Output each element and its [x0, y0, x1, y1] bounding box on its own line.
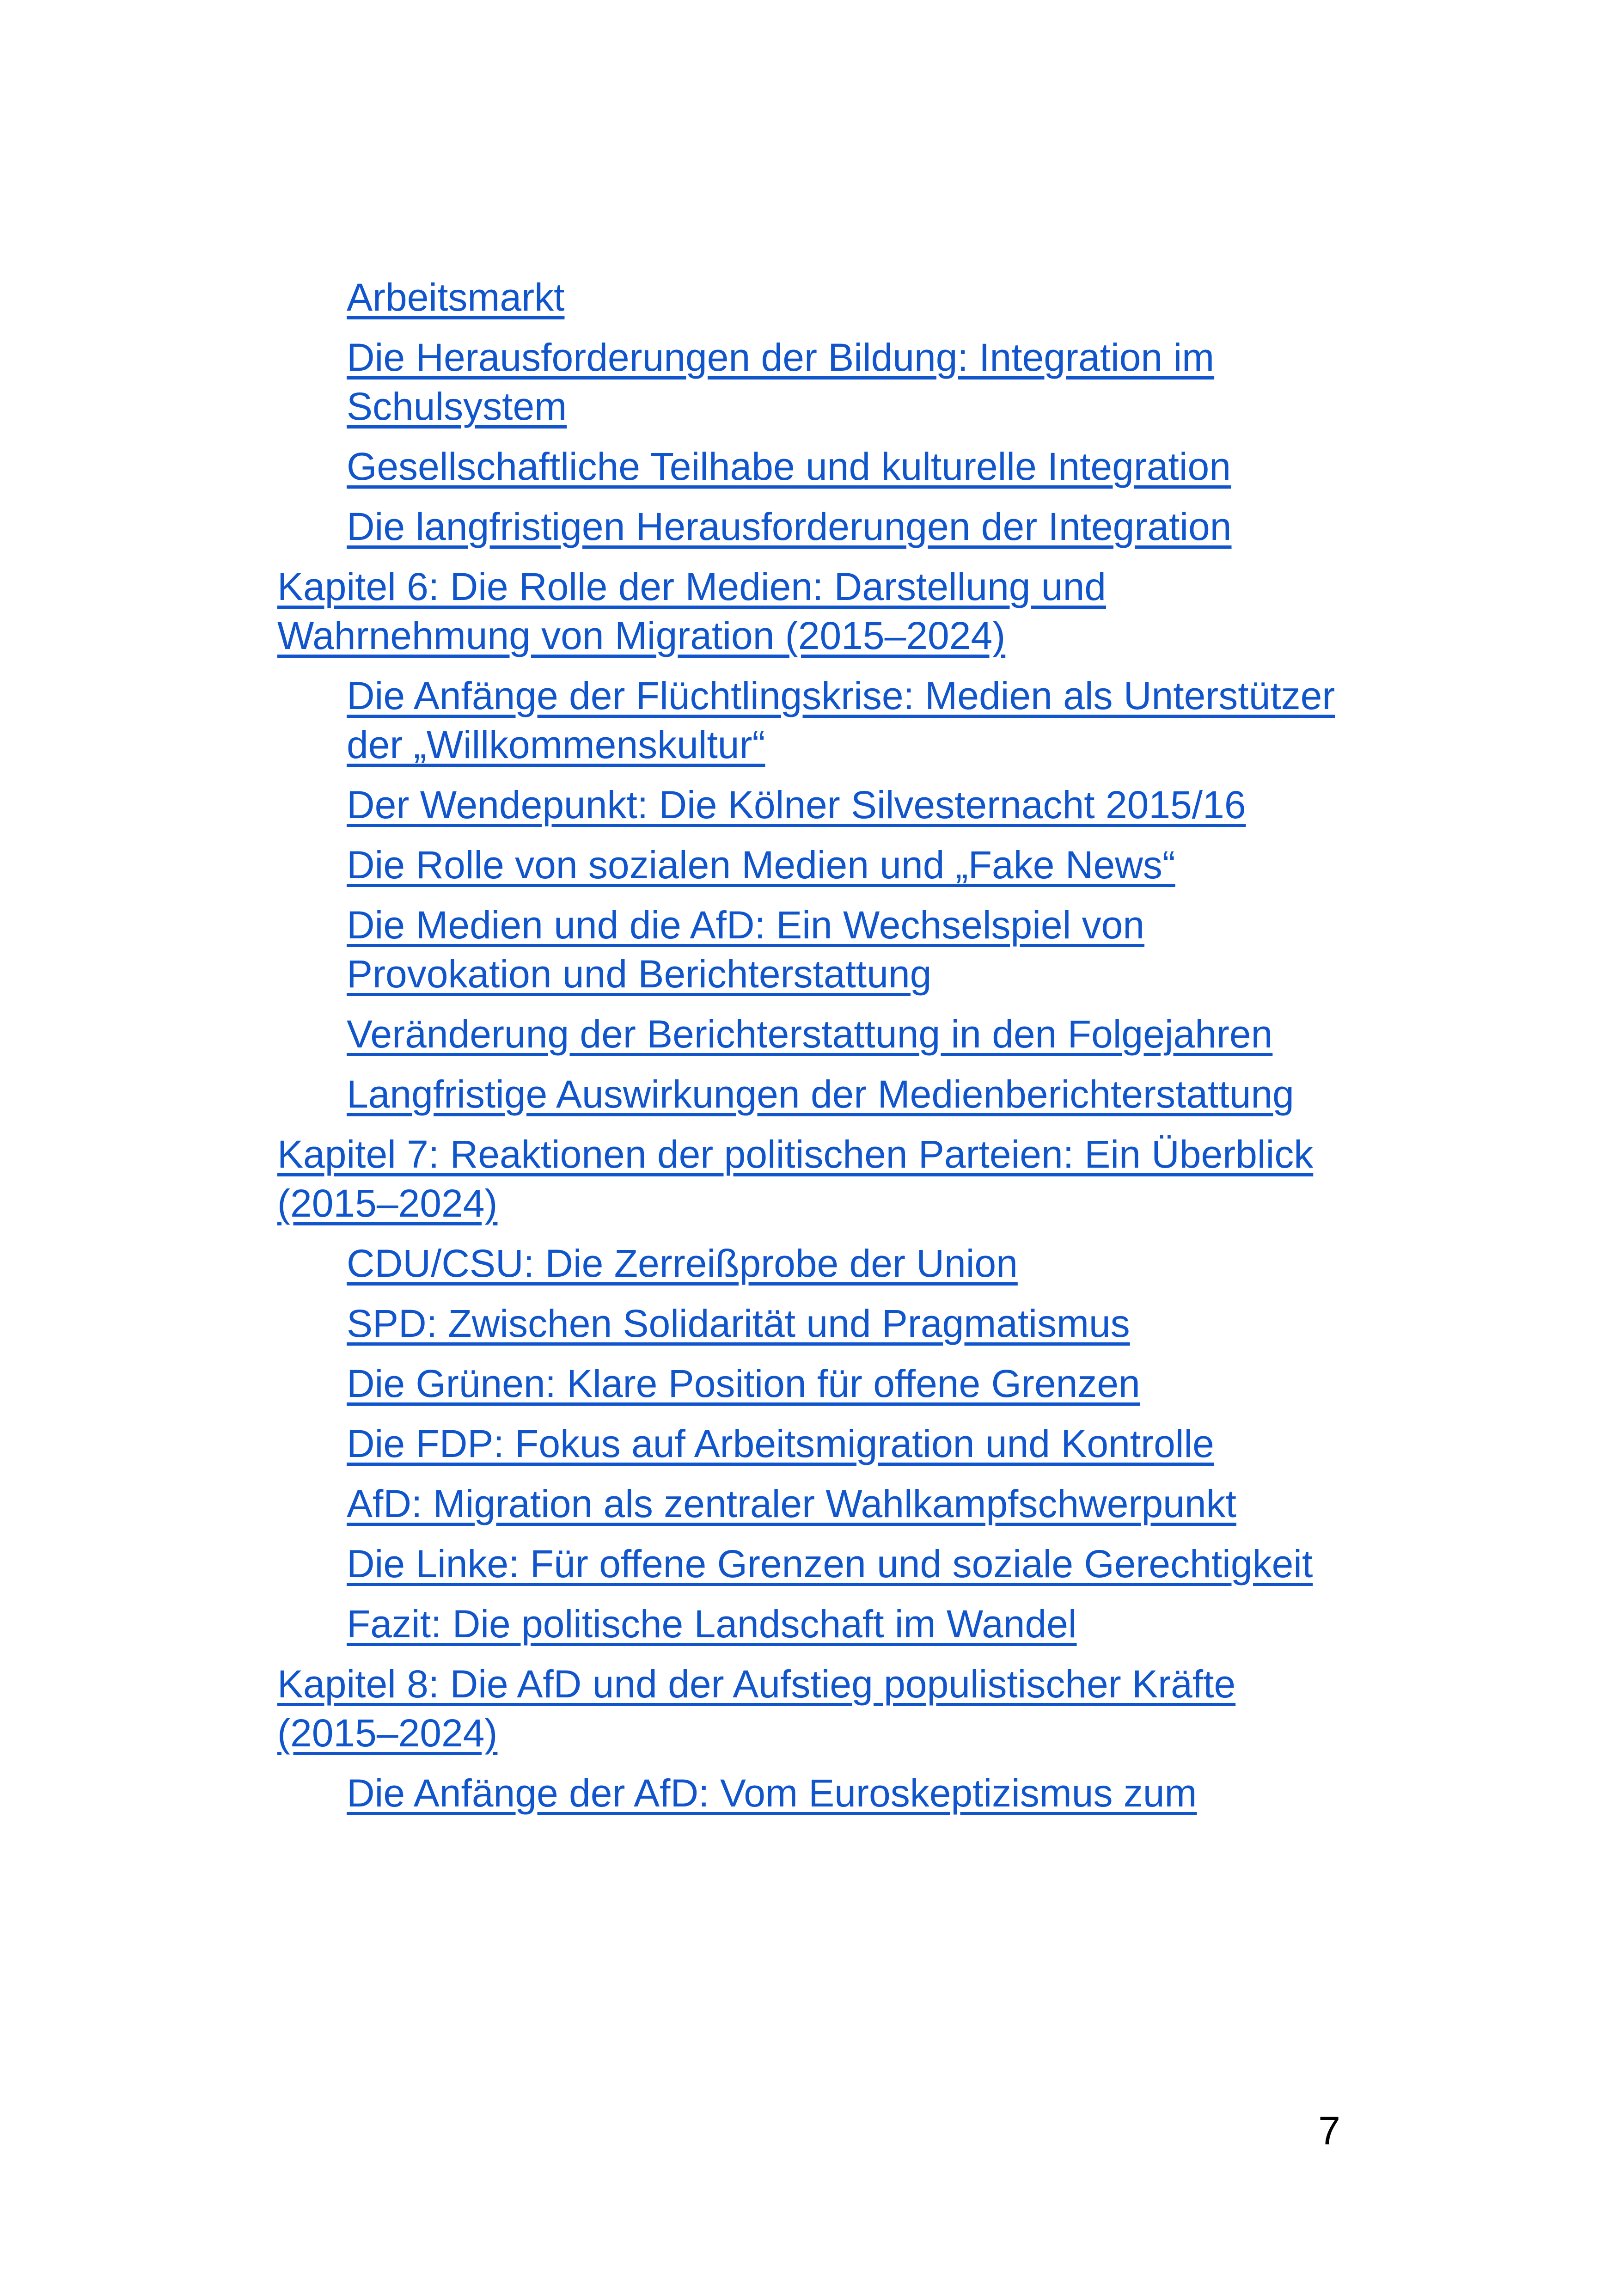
toc-link-medien-und-afd[interactable]: Die Medien und die AfD: Ein Wechselspiel von Provokation und Berichterstattung [347, 903, 1145, 996]
toc-link-kapitel-6[interactable]: Kapitel 6: Die Rolle der Medien: Darstellung und Wahrnehmung von Migration (2015–2024) [277, 565, 1106, 657]
toc-link-anfaenge-afd[interactable]: Die Anfänge der AfD: Vom Euroskeptizismus zum [347, 1771, 1197, 1815]
toc-link-langfristige-herausforderungen[interactable]: Die langfristigen Herausforderungen der Integration [347, 505, 1232, 548]
toc-link-spd[interactable]: SPD: Zwischen Solidarität und Pragmatismus [347, 1302, 1130, 1345]
toc-link-cdu-csu[interactable]: CDU/CSU: Die Zerreißprobe der Union [347, 1242, 1018, 1285]
toc-link-kapitel-8[interactable]: Kapitel 8: Die AfD und der Aufstieg populistischer Kräfte (2015–2024) [277, 1662, 1236, 1755]
table-of-contents [277, 273, 1354, 1829]
toc-link-die-linke[interactable]: Die Linke: Für offene Grenzen und soziale Gerechtigkeit [347, 1542, 1313, 1586]
toc-link-kapitel-7[interactable]: Kapitel 7: Reaktionen der politischen Parteien: Ein Überblick (2015–2024) [277, 1133, 1314, 1225]
toc-link-fazit[interactable]: Fazit: Die politische Landschaft im Wandel [347, 1602, 1077, 1646]
toc-link-gruene[interactable]: Die Grünen: Klare Position für offene Grenzen [347, 1362, 1140, 1405]
toc-link-veraenderung-berichterstattung[interactable]: Veränderung der Berichterstattung in den Folgejahren [347, 1012, 1273, 1056]
toc-link-afd-wahlkampf[interactable]: AfD: Migration als zentraler Wahlkampfschwerpunkt [347, 1482, 1236, 1525]
toc-link-koelner-silvesternacht[interactable]: Der Wendepunkt: Die Kölner Silvesternacht 2015/16 [347, 783, 1246, 827]
toc-link-fdp[interactable]: Die FDP: Fokus auf Arbeitsmigration und Kontrolle [347, 1422, 1214, 1465]
toc-link-anfaenge-fluechtlingskrise[interactable]: Die Anfänge der Flüchtlingskrise: Medien als Unterstützer der „Willkommenskultur“ [347, 674, 1335, 766]
page-number: 7 [1318, 2109, 1340, 2153]
toc-link-arbeitsmarkt[interactable]: Arbeitsmarkt [347, 276, 565, 319]
toc-link-langfristige-auswirkungen[interactable]: Langfristige Auswirkungen der Medienberichterstattung [347, 1072, 1294, 1116]
toc-link-gesellschaftliche-teilhabe[interactable]: Gesellschaftliche Teilhabe und kulturelle Integration [347, 445, 1231, 488]
toc-link-soziale-medien-fake-news[interactable]: Die Rolle von sozialen Medien und „Fake News“ [347, 843, 1175, 887]
toc-link-bildung-schulsystem[interactable]: Die Herausforderungen der Bildung: Integration im Schulsystem [347, 336, 1215, 428]
